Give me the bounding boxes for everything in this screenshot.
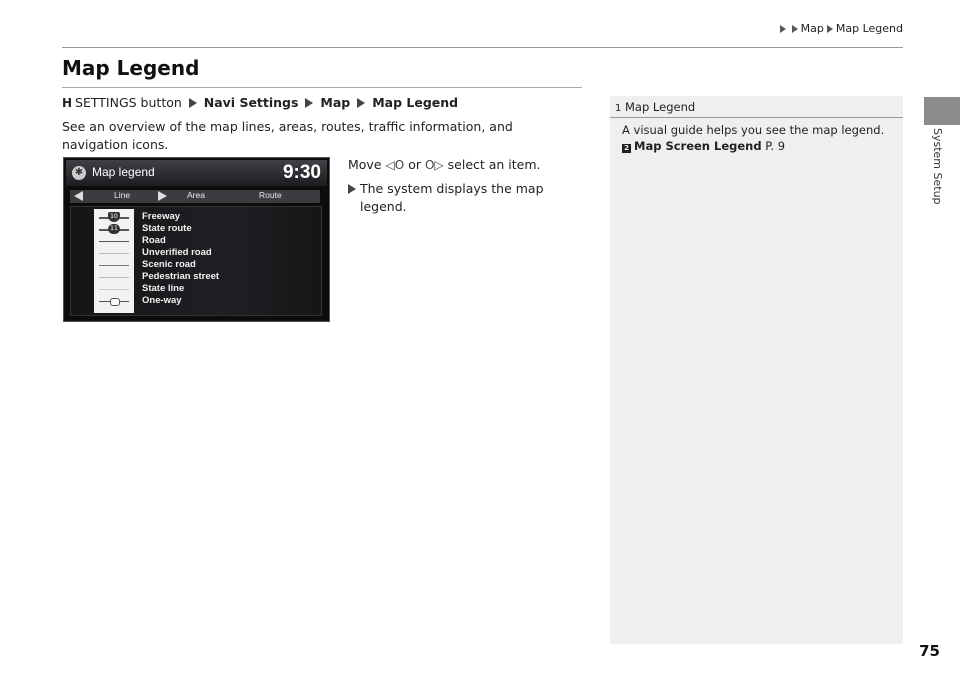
- path-arrow-icon: [189, 98, 197, 108]
- legend-item[interactable]: Freeway: [142, 211, 181, 222]
- settings-button-label: SETTINGS button: [75, 95, 182, 110]
- path-arrow-icon: [305, 98, 313, 108]
- legend-list: [70, 206, 322, 316]
- header-divider: [62, 47, 903, 48]
- gear-icon: ✱: [72, 166, 86, 180]
- screen-titlebar: [66, 160, 327, 186]
- state-line-icon: [96, 284, 132, 296]
- path-arrow-icon: [357, 98, 365, 108]
- section-tab: [924, 97, 960, 125]
- note-reference[interactable]: [622, 139, 785, 153]
- arrow-left-icon[interactable]: [74, 191, 83, 201]
- breadcrumb-item[interactable]: Map: [800, 22, 824, 35]
- path-step: Navi Settings: [203, 95, 299, 110]
- reference-icon: 2: [622, 144, 631, 153]
- step-result: The system displays the map legend.: [348, 180, 558, 216]
- unverified-road-line-icon: [96, 248, 132, 260]
- side-note: [610, 96, 903, 644]
- step-instruction: Move ◁O or O▷ select an item.: [348, 157, 541, 172]
- breadcrumb-item[interactable]: Map Legend: [835, 22, 903, 35]
- note-text: A visual guide helps you see the map legend.: [622, 123, 885, 137]
- road-line-icon: [96, 236, 132, 248]
- breadcrumb-arrow-icon: [780, 25, 786, 33]
- pedestrian-street-line-icon: [96, 272, 132, 284]
- breadcrumb: [777, 22, 903, 35]
- breadcrumb-arrow-icon: [792, 25, 798, 33]
- title-divider: [62, 87, 582, 88]
- legend-item[interactable]: Unverified road: [142, 247, 212, 258]
- legend-item[interactable]: One-way: [142, 295, 182, 306]
- state-route-icon: 11: [96, 224, 132, 236]
- screen-clock: 9:30: [282, 162, 321, 183]
- tab-route[interactable]: Route: [259, 190, 282, 200]
- legend-item[interactable]: Scenic road: [142, 259, 196, 270]
- page-number: 75: [919, 642, 940, 660]
- legend-item[interactable]: State line: [142, 283, 185, 294]
- description: See an overview of the map lines, areas, routes, traffic information, and navigation icons.: [62, 119, 513, 152]
- map-legend-screen: [63, 157, 330, 322]
- legend-item[interactable]: State route: [142, 223, 192, 234]
- knob-right-icon: O▷: [424, 158, 444, 172]
- path-step: Map Legend: [372, 95, 459, 110]
- arrow-right-icon[interactable]: [158, 191, 167, 201]
- note-divider: [610, 117, 903, 118]
- note-icon: 1: [615, 103, 622, 114]
- tab-line[interactable]: Line: [114, 190, 131, 200]
- screen-title: Map legend: [92, 165, 155, 179]
- breadcrumb-arrow-icon: [827, 25, 833, 33]
- reference-label[interactable]: Map Screen Legend: [634, 139, 762, 153]
- scenic-road-line-icon: [96, 260, 132, 272]
- reference-page: P. 9: [765, 139, 786, 153]
- menu-path: [62, 95, 458, 110]
- home-button-icon: H: [62, 96, 73, 110]
- legend-icon-column: [94, 209, 134, 313]
- screen-tab-bar: [70, 190, 320, 203]
- legend-item[interactable]: Road: [142, 235, 166, 246]
- note-heading: 1 Map Legend: [615, 100, 696, 114]
- one-way-icon: [96, 296, 132, 308]
- legend-item[interactable]: Pedestrian street: [142, 271, 220, 282]
- freeway-icon: 10: [96, 212, 132, 224]
- knob-left-icon: ◁O: [385, 158, 405, 172]
- page-title: Map Legend: [62, 56, 200, 80]
- tab-area[interactable]: Area: [187, 190, 205, 200]
- section-label: System Setup: [931, 128, 944, 205]
- result-arrow-icon: [348, 184, 356, 194]
- path-step: Map: [320, 95, 351, 110]
